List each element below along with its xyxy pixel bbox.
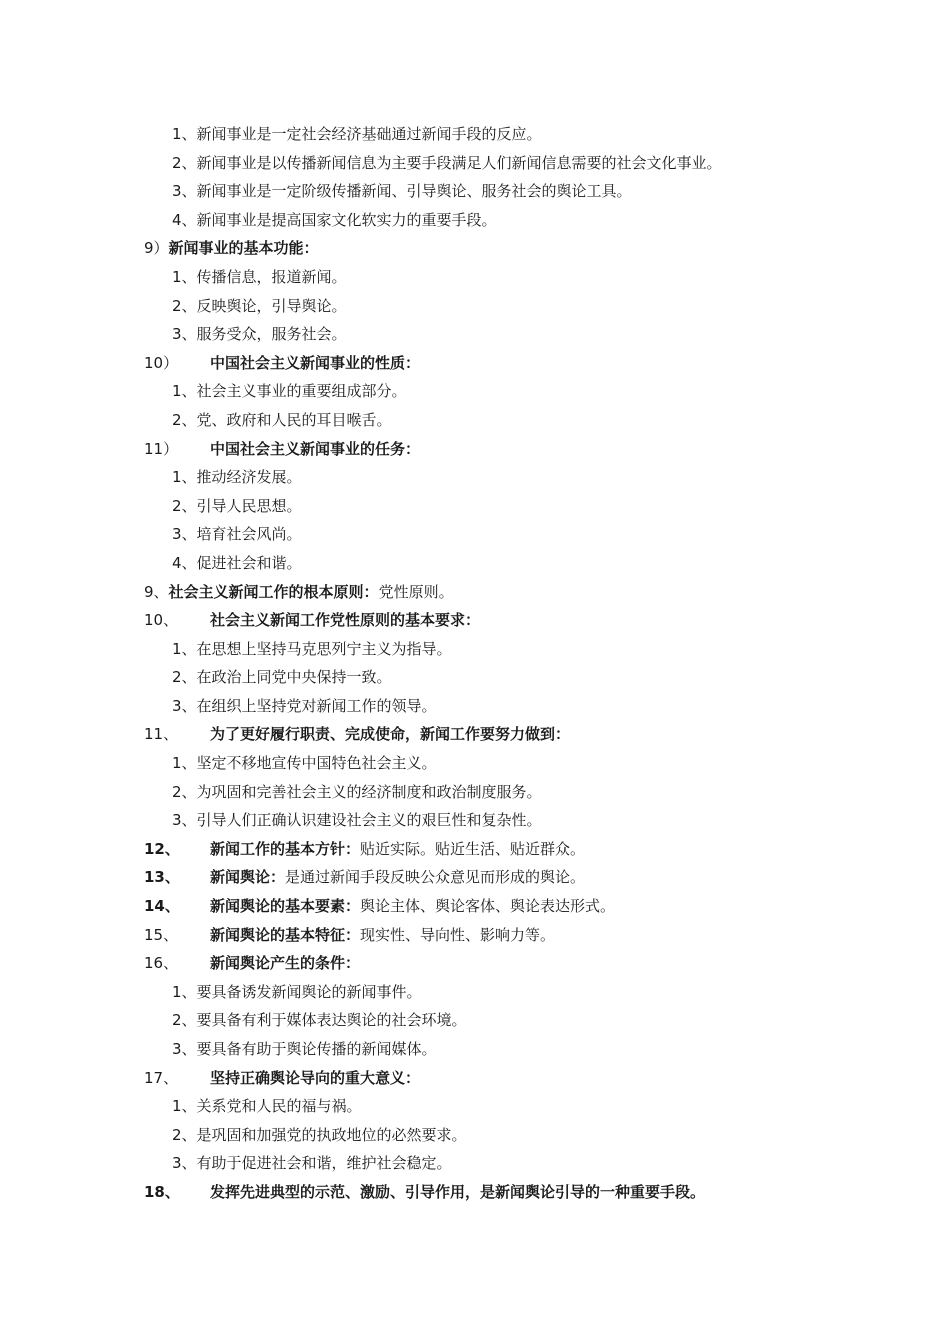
section-number: 9、 bbox=[144, 582, 169, 601]
section-definition: 现实性、导向性、影响力等。 bbox=[360, 925, 556, 944]
section-heading bbox=[0, 1064, 950, 1093]
section-term: 新闻舆论的基本要素： bbox=[210, 897, 361, 916]
section-term: 发挥先进典型的示范、激励、引导作用，是新闻舆论引导的一种重要手段。 bbox=[210, 1182, 706, 1201]
section-number: 10、 bbox=[144, 611, 179, 630]
section-heading bbox=[0, 435, 950, 464]
document-page bbox=[0, 120, 950, 1207]
list-item: 2、在政治上同党中央保持一致。 bbox=[172, 668, 392, 687]
list-item: 4、新闻事业是提高国家文化软实力的重要手段。 bbox=[172, 210, 497, 229]
section-number: 10） bbox=[144, 353, 179, 372]
section-number: 11） bbox=[144, 439, 179, 458]
list-item: 1、要具备诱发新闻舆论的新闻事件。 bbox=[172, 982, 422, 1001]
list-item: 3、新闻事业是一定阶级传播新闻、引导舆论、服务社会的舆论工具。 bbox=[172, 182, 632, 201]
section-term: 为了更好履行职责、完成使命，新闻工作要努力做到： bbox=[210, 725, 571, 744]
list-item: 2、引导人民思想。 bbox=[172, 496, 302, 515]
section-number: 17、 bbox=[144, 1068, 179, 1087]
list-item: 1、社会主义事业的重要组成部分。 bbox=[172, 382, 407, 401]
section-term: 坚持正确舆论导向的重大意义： bbox=[210, 1068, 421, 1087]
section-heading bbox=[0, 1178, 950, 1207]
list-item: 1、推动经济发展。 bbox=[172, 468, 302, 487]
section-heading bbox=[0, 606, 950, 635]
list-item: 4、促进社会和谐。 bbox=[172, 553, 302, 572]
section-number: 15、 bbox=[144, 925, 179, 944]
list-item: 3、培育社会风尚。 bbox=[172, 525, 302, 544]
section-term: 社会主义新闻工作党性原则的基本要求： bbox=[210, 611, 481, 630]
list-item: 1、传播信息，报道新闻。 bbox=[172, 267, 347, 286]
section-definition: 是通过新闻手段反映公众意见而形成的舆论。 bbox=[285, 868, 586, 887]
section-number: 12、 bbox=[144, 839, 180, 858]
section-definition: 舆论主体、舆论客体、舆论表达形式。 bbox=[360, 897, 616, 916]
section-heading bbox=[0, 720, 950, 749]
section-term: 中国社会主义新闻事业的性质： bbox=[210, 353, 421, 372]
list-item: 1、坚定不移地宣传中国特色社会主义。 bbox=[172, 754, 437, 773]
section-number: 11、 bbox=[144, 725, 179, 744]
section-heading bbox=[0, 349, 950, 378]
section-heading bbox=[0, 234, 950, 263]
section-number: 16、 bbox=[144, 954, 179, 973]
section-term: 新闻舆论： bbox=[210, 868, 286, 887]
list-item: 1、在思想上坚持马克思列宁主义为指导。 bbox=[172, 639, 452, 658]
section-term: 中国社会主义新闻事业的任务： bbox=[210, 439, 421, 458]
list-item: 1、新闻事业是一定社会经济基础通过新闻手段的反应。 bbox=[172, 125, 542, 143]
section-term: 社会主义新闻工作的根本原则： bbox=[168, 582, 379, 601]
list-item: 2、是巩固和加强党的执政地位的必然要求。 bbox=[172, 1125, 467, 1144]
list-item: 2、新闻事业是以传播新闻信息为主要手段满足人们新闻信息需要的社会文化事业。 bbox=[172, 153, 722, 172]
section-definition: 贴近实际。贴近生活、贴近群众。 bbox=[360, 839, 586, 858]
section-heading bbox=[0, 863, 950, 892]
section-term: 新闻工作的基本方针： bbox=[210, 839, 361, 858]
list-item: 3、要具备有助于舆论传播的新闻媒体。 bbox=[172, 1040, 437, 1058]
section-heading bbox=[0, 578, 950, 607]
section-term: 新闻舆论产生的条件： bbox=[210, 954, 361, 973]
list-item: 2、反映舆论，引导舆论。 bbox=[172, 296, 347, 315]
section-heading bbox=[0, 921, 950, 950]
list-item: 1、关系党和人民的福与祸。 bbox=[172, 1097, 362, 1116]
list-item: 2、党、政府和人民的耳目喉舌。 bbox=[172, 410, 392, 429]
list-item: 3、有助于促进社会和谐，维护社会稳定。 bbox=[172, 1154, 452, 1173]
section-heading bbox=[0, 892, 950, 921]
section-number: 13、 bbox=[144, 868, 180, 887]
section-number: 18、 bbox=[144, 1182, 180, 1201]
section-definition: 党性原则。 bbox=[378, 582, 454, 601]
list-item: 2、为巩固和完善社会主义的经济制度和政治制度服务。 bbox=[172, 782, 542, 801]
list-item: 2、要具备有利于媒体表达舆论的社会环境。 bbox=[172, 1011, 467, 1030]
list-item: 3、服务受众，服务社会。 bbox=[172, 325, 347, 344]
section-number: 9） bbox=[144, 239, 169, 258]
list-item: 3、在组织上坚持党对新闻工作的领导。 bbox=[172, 696, 437, 715]
section-term: 新闻事业的基本功能： bbox=[168, 239, 319, 258]
section-heading bbox=[0, 949, 950, 978]
section-heading bbox=[0, 835, 950, 864]
section-term: 新闻舆论的基本特征： bbox=[210, 925, 361, 944]
list-item: 3、引导人们正确认识建设社会主义的艰巨性和复杂性。 bbox=[172, 811, 542, 830]
section-number: 14、 bbox=[144, 897, 180, 916]
